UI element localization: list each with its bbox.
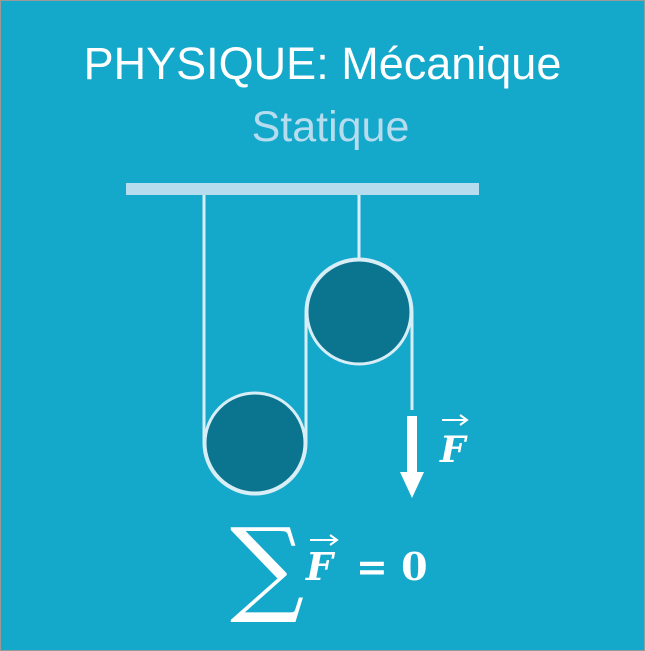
- force-symbol: F: [440, 429, 466, 471]
- vector-arrow-icon: [442, 415, 467, 425]
- page-subtitle: Statique: [251, 103, 410, 151]
- equation-rest: = 0: [356, 544, 428, 589]
- lower-pulley: [205, 393, 305, 493]
- page-title: PHYSIQUE: Mécanique: [83, 38, 562, 89]
- upper-pulley: [307, 260, 411, 364]
- equation-vector: F: [306, 544, 333, 589]
- sum-symbol: ∑: [230, 505, 305, 627]
- force-label: [439, 415, 468, 471]
- ceiling-bar: [126, 183, 479, 195]
- equilibrium-equation: [230, 505, 428, 627]
- force-arrow: [400, 416, 424, 498]
